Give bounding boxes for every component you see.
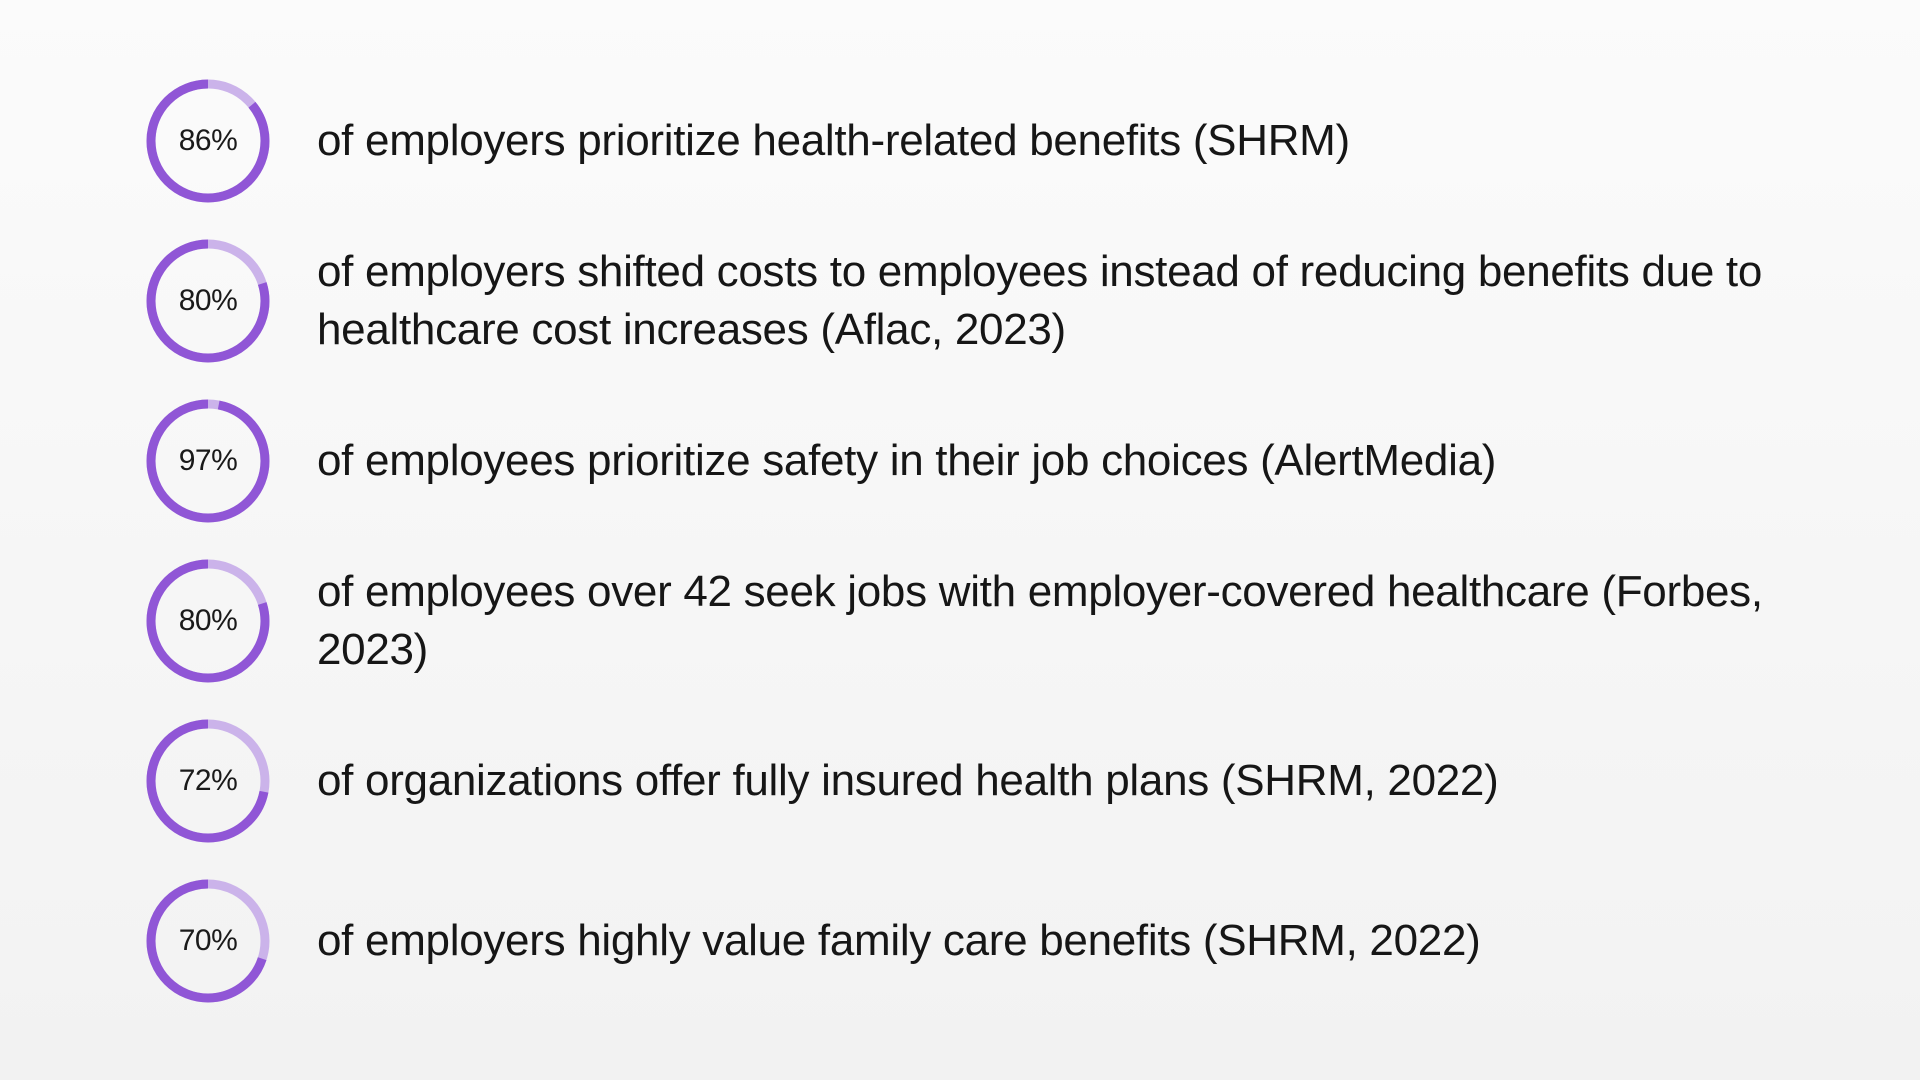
- percent-label: 97%: [178, 444, 238, 477]
- stat-description: of employers prioritize health-related benefits (SHRM): [317, 116, 1350, 165]
- percent-ring: [142, 75, 274, 207]
- percent-label: 80%: [178, 284, 238, 317]
- stat-row-cost-shift: [142, 235, 1817, 367]
- percent-ring: [142, 235, 274, 367]
- stat-description: of employees over 42 seek jobs with employer-covered healthcare (Forbes, 2023): [317, 567, 1763, 674]
- percent-label: 86%: [178, 124, 238, 157]
- stat-description: of organizations offer fully insured health plans (SHRM, 2022): [317, 756, 1499, 805]
- percent-ring: [142, 715, 274, 847]
- stat-description: of employees prioritize safety in their job choices (AlertMedia): [317, 436, 1497, 485]
- percent-label: 80%: [178, 604, 238, 637]
- stat-row-insured-plans: [142, 715, 1817, 847]
- stat-row-safety: [142, 395, 1817, 527]
- stat-row-family-care: [142, 875, 1817, 1007]
- stat-row-covered-healthcare: [142, 555, 1817, 687]
- percent-ring: [142, 555, 274, 687]
- stat-description: of employers shifted costs to employees instead of reducing benefits due to healthcare cost increases (Aflac, 2023): [317, 247, 1763, 354]
- percent-label: 70%: [178, 924, 238, 957]
- percent-ring: [142, 875, 274, 1007]
- percent-ring: [142, 395, 274, 527]
- stat-description: of employers highly value family care benefits (SHRM, 2022): [317, 916, 1481, 965]
- percent-label: 72%: [178, 764, 238, 797]
- stat-row-health-benefits: [142, 75, 1817, 207]
